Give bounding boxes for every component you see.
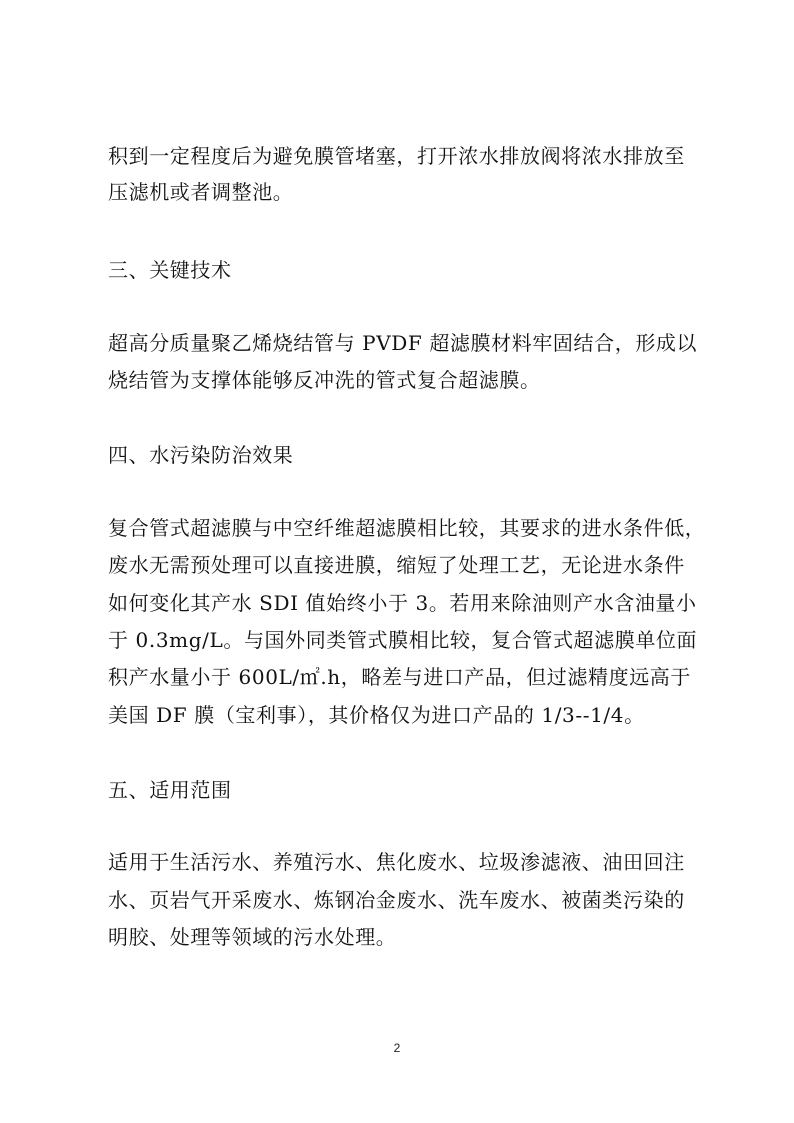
text-line: 废水无需预处理可以直接进膜，缩短了处理工艺，无论进水条件 [108,553,685,577]
text-line: 适用于生活污水、养殖污水、焦化废水、垃圾渗滤液、油田回注 [108,850,685,874]
page-number: 2 [393,1041,401,1055]
text-line: 如何变化其产水 SDI 值始终小于 3。若用来除油则产水含油量小 [108,591,697,615]
text-line: 水、页岩气开采废水、炼钢冶金废水、洗车废水、被菌类污染的 [108,888,685,912]
text-line: 于 0.3mg/L。与国外同类管式膜相比较，复合管式超滤膜单位面 [108,628,698,652]
section-heading-key-technology: 三、关键技术 [108,258,232,282]
text-line: 积产水量小于 600L/㎡.h，略差与进口产品，但过滤精度远高于 [108,665,691,689]
text-line: 复合管式超滤膜与中空纤维超滤膜相比较，其要求的进水条件低， [108,516,706,540]
text-line: 压滤机或者调整池。 [108,180,294,204]
text-line: 积到一定程度后为避免膜管堵塞，打开浓水排放阀将浓水排放至 [108,144,685,168]
text-line: 烧结管为支撑体能够反冲洗的管式复合超滤膜。 [108,368,541,392]
text-line: 美国 DF 膜（宝利事），其价格仅为进口产品的 1/3--1/4。 [108,703,645,727]
section-heading-application-scope: 五、适用范围 [108,778,232,802]
text-line: 明胶、处理等领域的污水处理。 [108,925,397,949]
text-line: 超高分质量聚乙烯烧结管与 PVDF 超滤膜材料牢固结合，形成以 [108,331,698,355]
section-heading-pollution-control: 四、水污染防治效果 [108,443,294,467]
